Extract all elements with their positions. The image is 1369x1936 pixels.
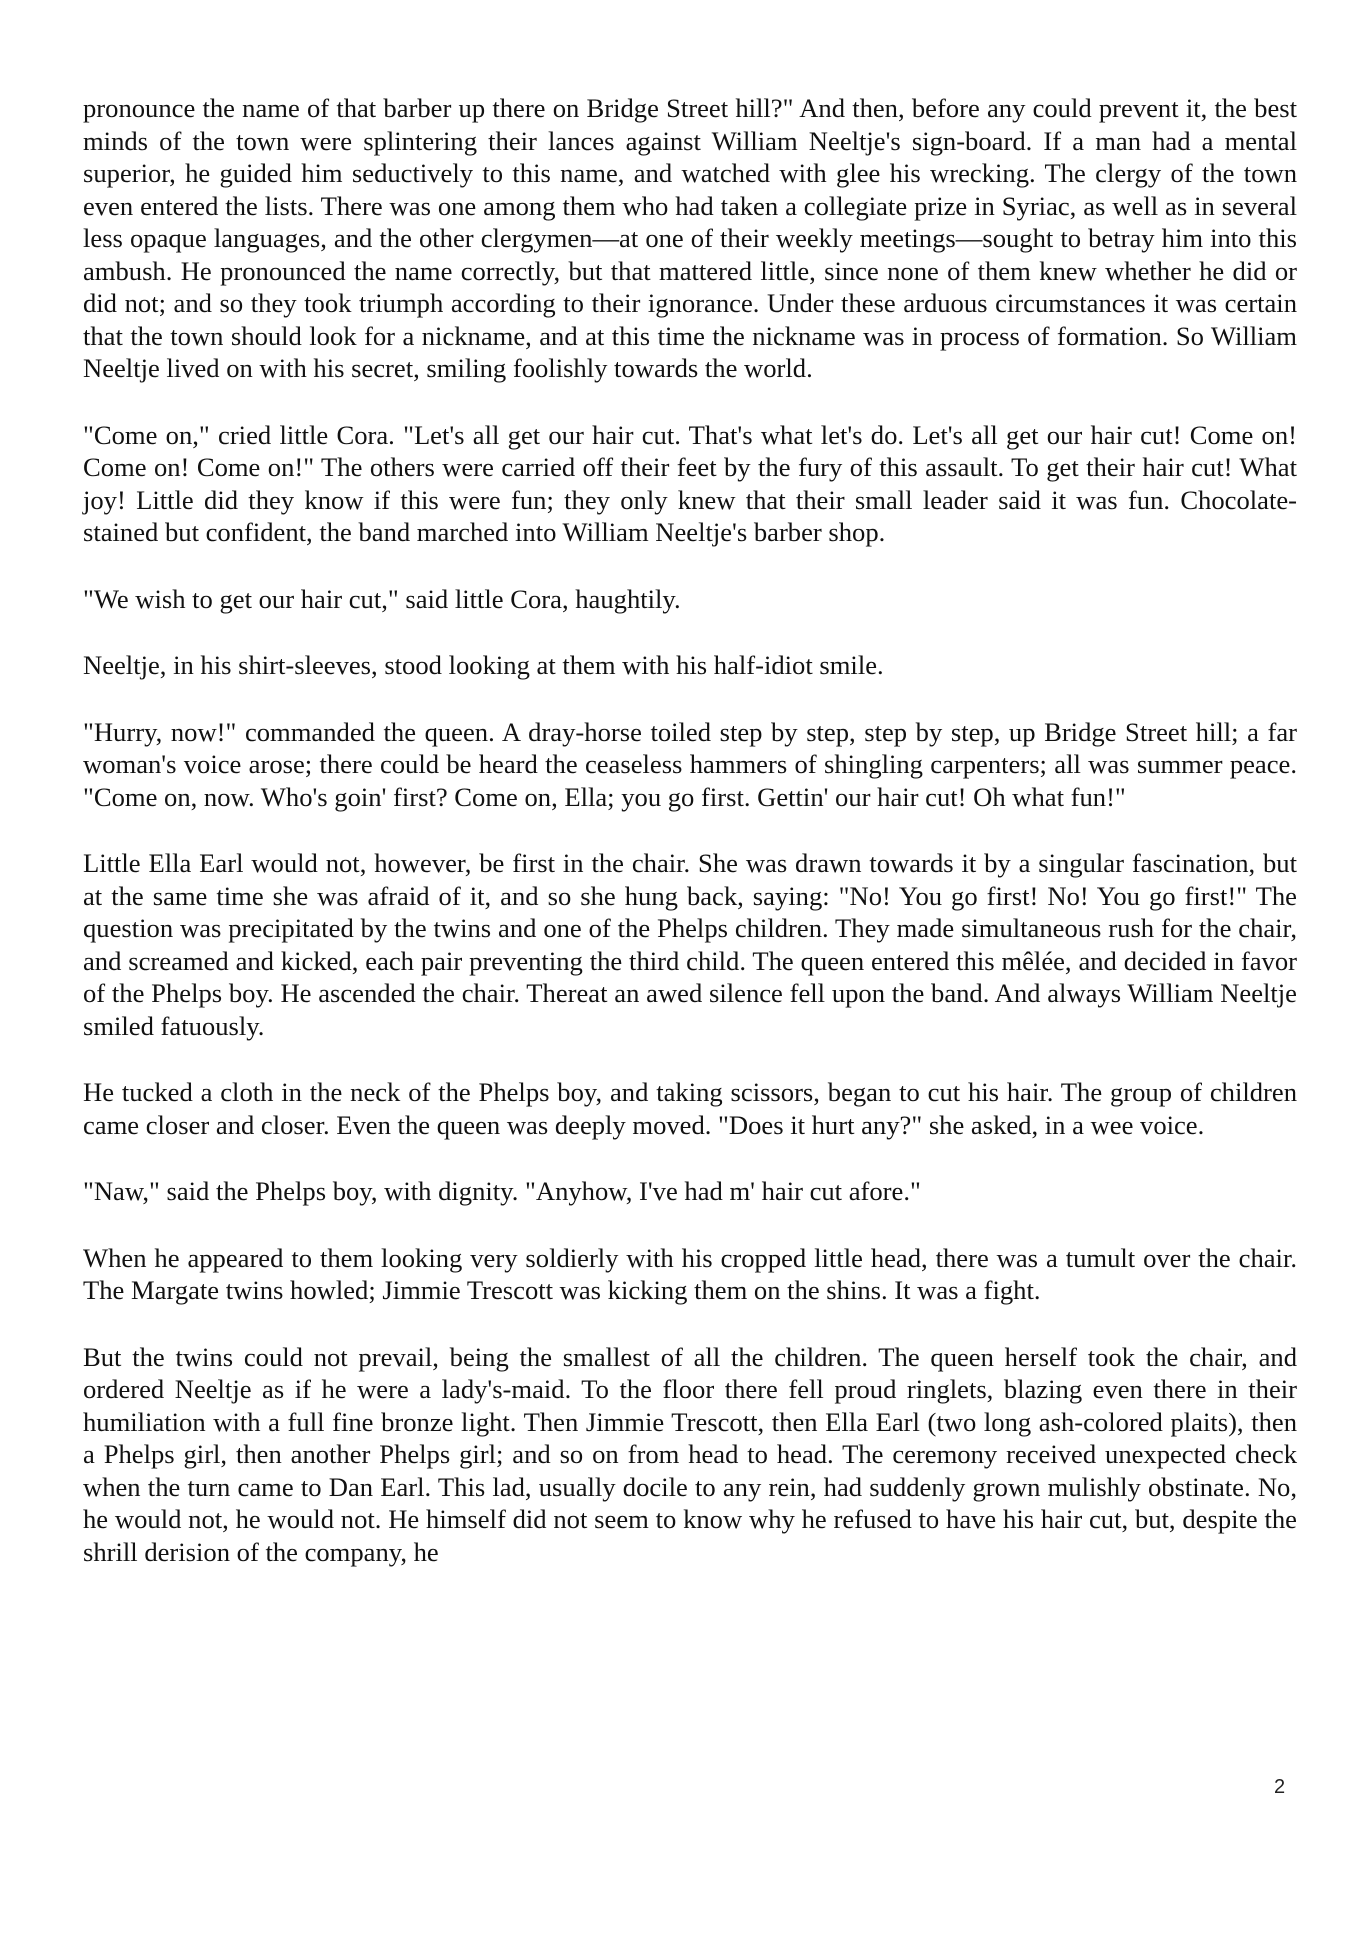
paragraph: "Naw," said the Phelps boy, with dignity. "Anyhow, I've had m' hair cut afore.": [83, 1176, 921, 1206]
paragraph: "Come on," cried little Cora. "Let's all get our hair cut. That's what let's do. Let's all get our hair cut! Come on! Come on! Come on!" The others were carried off their feet by the fury of this assault. To get their hair cut! What joy! Little did they know if this were fun; they only knew that their small leader said it was fun. Chocolate-stained but confident, the band marched into William Neeltje's barber shop.: [83, 419, 1297, 547]
paragraph: "Hurry, now!" commanded the queen. A dray-horse toiled step by step, step by step, up Bridge Street hill; a far woman's voice arose; there could be heard the ceaseless hammers of shingling carpenters; all was summer peace. "Come on, now. Who's goin' first? Come on, Ella; you go first. Gettin' our hair cut! Oh what fun!": [83, 716, 1297, 812]
paragraph: Neeltje, in his shirt-sleeves, stood looking at them with his half-idiot smile.: [83, 650, 884, 680]
paragraph: When he appeared to them looking very soldierly with his cropped little head, there was a tumult over the chair. The Margate twins howled; Jimmie Trescott was kicking them on the shins. It was a fight.: [83, 1242, 1297, 1305]
paragraph: "We wish to get our hair cut," said little Cora, haughtily.: [83, 583, 681, 614]
paragraph: Little Ella Earl would not, however, be first in the chair. She was drawn towards it by a singular fascination, but at the same time she was afraid of it, and so she hung back, saying: "No! You go first! No! You go first!" The question was precipitated by the twins and one of the Phelps children. They made simultaneous rush for the chair, and screamed and kicked, each pair preventing the third child. The queen entered this mêlée, and decided in favor of the Phelps boy. He ascended the chair. Thereat an awed silence fell upon the band. And always William Neeltje smiled fatuously.: [83, 848, 1297, 1041]
paragraph: He tucked a cloth in the neck of the Phelps boy, and taking scissors, began to cut his hair. The group of children came closer and closer. Even the queen was deeply moved. "Does it hurt any?" she asked, in a wee voice.: [83, 1077, 1297, 1140]
paragraph: pronounce the name of that barber up there on Bridge Street hill?" And then, before any could prevent it, the best minds of the town were splintering their lances against William Neeltje's sign-board. If a man had a mental superior, he guided him seductively to this name, and watched with glee his wrecking. The clergy of the town even entered the lists. There was one among them who had taken a collegiate prize in Syriac, as well as in several less opaque languages, and the other clergymen—at one of their weekly meetings—sought to betray him into this ambush. He pronounced the name correctly, but that mattered little, since none of them knew whether he did or did not; and so they took triumph according to their ignorance. Under these arduous circumstances it was certain that the town should look for a nickname, and at this time the nickname was in process of formation. So William Neeltje lived on with his secret, smiling foolishly towards the world.: [83, 93, 1297, 383]
page-number: 2: [1274, 1776, 1286, 1798]
paragraph: But the twins could not prevail, being the smallest of all the children. The queen herself took the chair, and ordered Neeltje as if he were a lady's-maid. To the floor there fell proud ringlets, blazing even there in their humiliation with a full fine bronze light. Then Jimmie Trescott, then Ella Earl (two long ash-colored plaits), then a Phelps girl, then another Phelps girl; and so on from head to head. The ceremony received unexpected check when the turn came to Dan Earl. This lad, usually docile to any rein, had suddenly grown mulishly obstinate. No, he would not, he would not. He himself did not seem to know why he refused to have his hair cut, but, despite the shrill derision of the company, he: [83, 1341, 1297, 1567]
document-body: [83, 92, 1297, 1602]
